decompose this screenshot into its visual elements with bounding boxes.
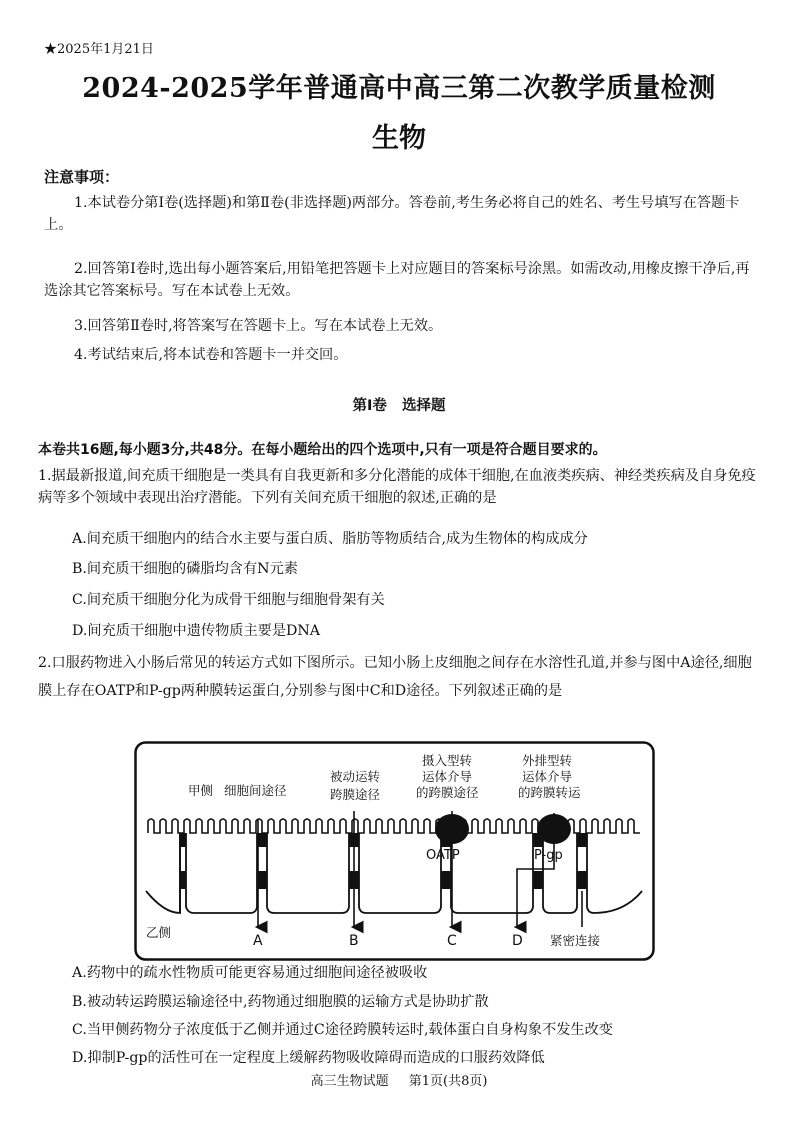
page-footer [0, 1070, 798, 1089]
footer-course: 高三生物试题 [310, 1074, 389, 1089]
exam-title: 2024-2025学年普通高中高三第二次教学质量检测 [82, 73, 716, 104]
note-1: 1.本试卷分第Ⅰ卷(选择题)和第Ⅱ卷(非选择题)两部分。答卷前,考生务必将自己的姓名、考生号填写在答题卡上。 [44, 195, 740, 233]
path-d-letter: D [512, 933, 523, 949]
side-top-label: 甲侧 [188, 783, 214, 798]
path-b-label-2: 跨膜途径 [330, 787, 381, 802]
pgp-label: P-gp [534, 848, 563, 863]
q1-option-b: B.间充质干细胞的磷脂均含有N元素 [72, 561, 298, 577]
path-a-label: 细胞间途径 [224, 783, 287, 798]
path-d-label-2: 运体介导 [522, 769, 573, 784]
path-d-label-3: 的跨膜转运 [518, 785, 581, 800]
drug-transport-diagram [134, 741, 655, 961]
q1-option-d: D.间充质干细胞中遗传物质主要是DNA [72, 623, 321, 639]
question-1-stem: 1.据最新报道,间充质干细胞是一类具有自我更新和多分化潜能的成体干细胞,在血液类疾病、神经类疾病及自身免疫病等多个领域中表现出治疗潜能。下列有关间充质干细胞的叙述,正确的是 [38, 468, 756, 506]
path-c-label-2: 运体介导 [422, 769, 473, 784]
q2-option-a: A.药物中的疏水性物质可能更容易通过细胞间途径被吸收 [72, 965, 428, 981]
section-instructions: 本卷共16题,每小题3分,共48分。在每小题给出的四个选项中,只有一项是符合题目要求的。 [38, 442, 607, 458]
q2-option-c: C.当甲侧药物分子浓度低于乙侧并通过C途径跨膜转运时,载体蛋白自身构象不发生改变 [72, 1022, 613, 1038]
path-d-label-1: 外排型转 [522, 753, 573, 768]
notes-heading: 注意事项： [44, 168, 120, 186]
path-c-label-1: 摄入型转 [422, 753, 473, 768]
side-bottom-label: 乙侧 [146, 925, 172, 940]
path-c-letter: C [447, 933, 457, 949]
path-c-label-3: 的跨膜途径 [416, 785, 479, 800]
footer-page: 第1页(共8页) [408, 1074, 488, 1089]
section-title: 第Ⅰ卷 选择题 [352, 398, 446, 414]
q1-option-c: C.间充质干细胞分化为成骨干细胞与细胞骨架有关 [72, 592, 385, 608]
note-3: 3.回答第Ⅱ卷时,将答案写在答题卡上。写在本试卷上无效。 [74, 318, 443, 334]
subject-title: 生物 [372, 123, 426, 154]
path-b-letter: B [349, 933, 359, 949]
path-a-letter: A [253, 933, 263, 949]
path-b-label-1: 被动运转 [330, 769, 381, 784]
note-4: 4.考试结束后,将本试卷和答题卡一并交回。 [74, 347, 348, 363]
tight-junctions [180, 833, 587, 889]
q2-option-b: B.被动转运跨膜运输途径中,药物通过细胞膜的运输方式是协助扩散 [72, 994, 489, 1010]
tight-junction-label: 紧密连接 [550, 933, 601, 948]
exam-date: ★2025年1月21日 [44, 42, 154, 57]
note-2: 2.回答第Ⅰ卷时,选出每小题答案后,用铅笔把答题卡上对应题目的答案标号涂黑。如需改动,用橡皮擦干净后,再选涂其它答案标号。写在本试卷上无效。 [44, 261, 750, 299]
cell-outlines [146, 833, 642, 913]
q1-option-a: A.间充质干细胞内的结合水主要与蛋白质、脂肪等物质结合,成为生物体的构成成分 [72, 531, 588, 547]
diagram-frame [136, 743, 654, 960]
q2-option-d: D.抑制P-gp的活性可在一定程度上缓解药物吸收障碍而造成的口服药效降低 [72, 1050, 545, 1066]
oatp-label: OATP [426, 848, 460, 863]
question-2-stem: 2.口服药物进入小肠后常见的转运方式如下图所示。已知小肠上皮细胞之间存在水溶性孔道,并参与图中A途径,细胞膜上存在OATP和P-gp两种膜转运蛋白,分别参与图中C和D途径。下列叙述正确的是 [38, 655, 752, 699]
